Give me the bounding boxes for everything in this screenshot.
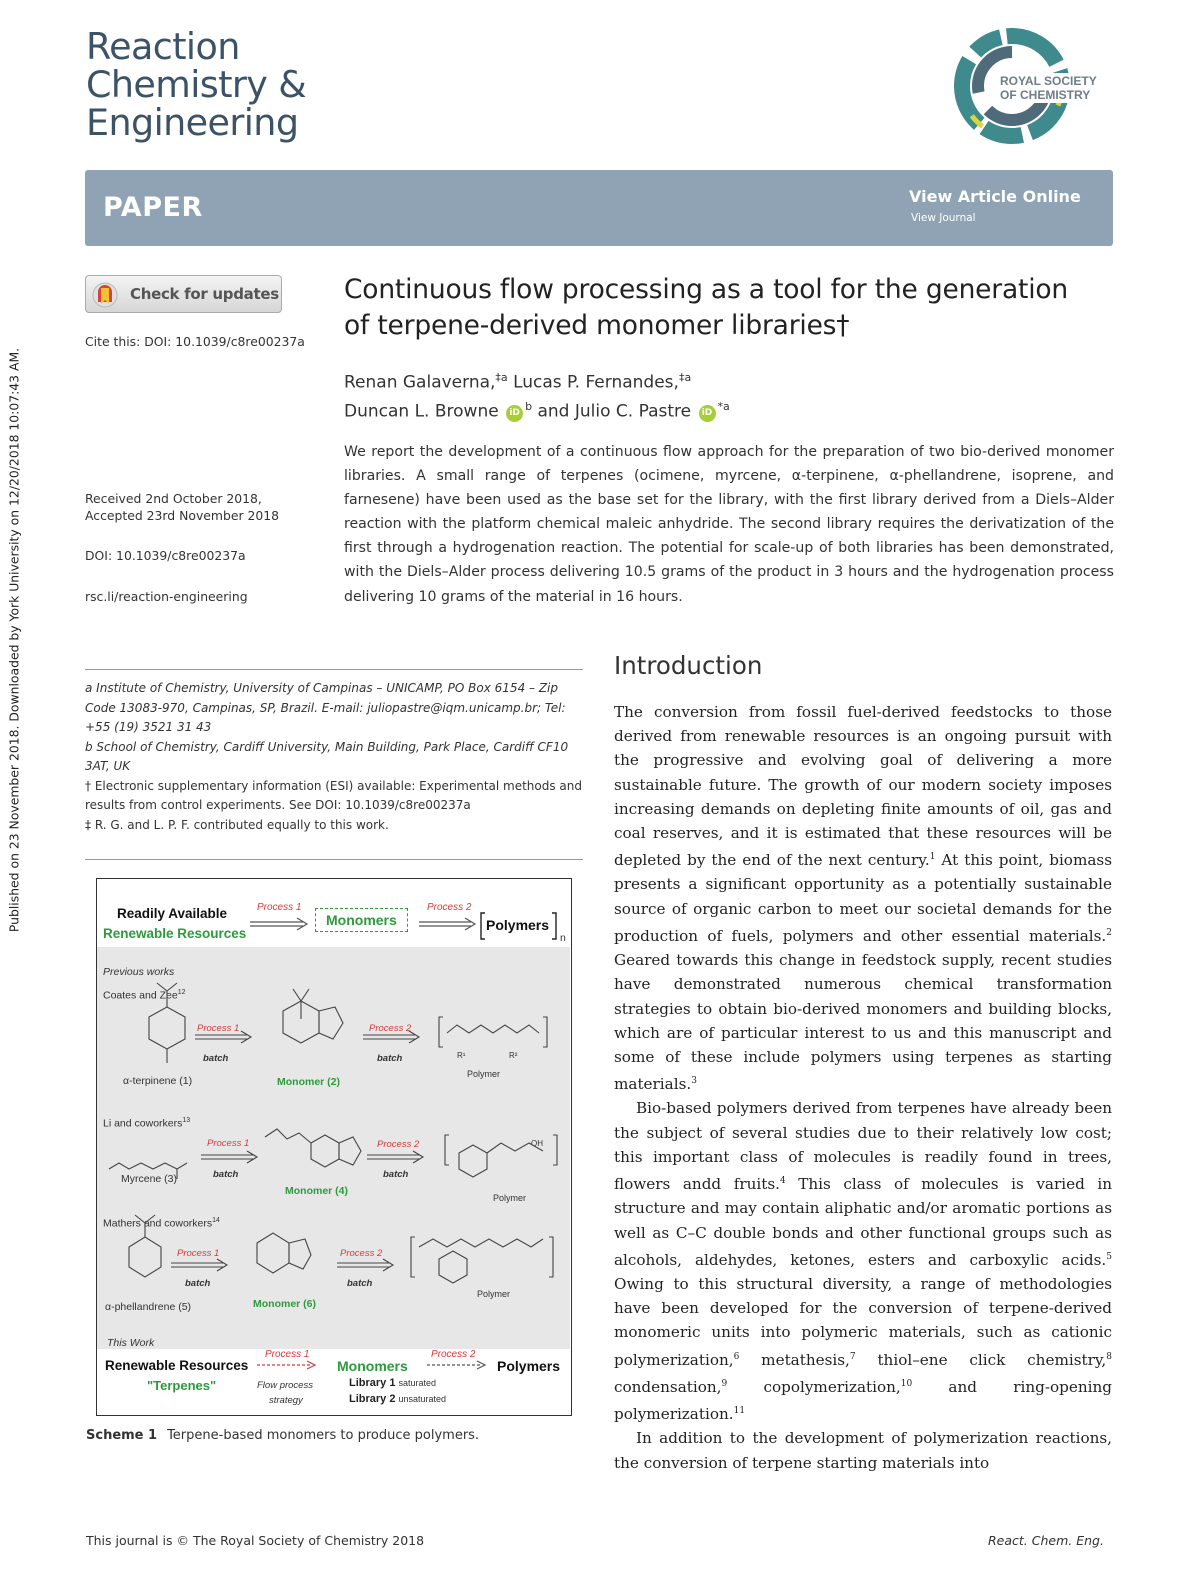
citation-ref[interactable]: 5	[1106, 1251, 1112, 1262]
scheme-process-label: Process 2	[369, 1023, 412, 1034]
library-name: Library 2	[349, 1393, 396, 1405]
ref-number: 13	[182, 1117, 191, 1124]
ref-number: 14	[212, 1217, 220, 1224]
article-type-label: PAPER	[103, 192, 203, 223]
scheme-compound-label: α-terpinene (1)	[123, 1075, 193, 1087]
body-text-run: Owing to this structural diversity, a range of methodologies have been developed for the conversion of terpene-derived monomeric units into polymeric materials, such as cationic polymerization,	[614, 1274, 1112, 1369]
accepted-date: Accepted 23rd November 2018	[85, 508, 280, 523]
scheme-polymer-label: Polymer	[493, 1193, 527, 1203]
journal-title-line: Chemistry &	[86, 63, 307, 106]
scheme-process-label: Process 2	[377, 1139, 420, 1150]
doi-label[interactable]: DOI: 10.1039/c8re00237a	[85, 548, 246, 563]
article-type-banner	[85, 170, 1113, 246]
author-affil: *a	[717, 399, 730, 413]
author-name[interactable]: Duncan L. Browne	[344, 401, 499, 422]
scheme-batch-label: batch	[203, 1053, 229, 1064]
scheme-polymers-label: Polymers	[486, 917, 550, 933]
ref-number: 12	[177, 989, 186, 996]
scheme-previous-works-label: Previous works	[103, 966, 175, 978]
author-name[interactable]: and Julio C. Pastre	[532, 401, 692, 422]
rsc-logo[interactable]	[940, 28, 1120, 144]
caption-text: Terpene-based monomers to produce polymers.	[167, 1428, 480, 1443]
monomer-label: Monomer (6)	[253, 1298, 316, 1310]
scheme-strategy-label: strategy	[269, 1395, 303, 1406]
affiliation-b: b School of Chemistry, Cardiff University, Main Building, Park Place, Cardiff CF10 3AT, UK	[85, 739, 569, 773]
view-journal-link[interactable]: View Journal	[911, 212, 976, 224]
citation-ref[interactable]: 6	[733, 1351, 740, 1362]
author-affil: ‡a	[495, 371, 508, 384]
scheme-this-work-label: This Work	[107, 1337, 155, 1349]
orcid-icon[interactable]: iD	[699, 405, 716, 422]
body-text-run: condensation,	[614, 1377, 722, 1396]
journal-url[interactable]: rsc.li/reaction-engineering	[85, 589, 248, 604]
scheme-1-figure	[96, 878, 572, 1416]
library-note: saturated	[398, 1378, 437, 1388]
scheme-this-work-arrows	[97, 1349, 570, 1414]
footer-journal-abbrev: React. Chem. Eng.	[988, 1533, 1104, 1548]
body-text-run: This class of molecules is varied in structure and may contain aliphatic and/or aromatic portions as well as C–C double bonds and other functional groups such as alcohols, aldehydes, ketones, esters and carboxylic acids.	[614, 1175, 1113, 1269]
body-text-run: The conversion from fossil fuel-derived feedstocks to those derived from renewable resources is an ongoing pursuit with the progressive and evolving goal of delivering a more sustainable future. The growth of our modern society imposes increasing demands on depleting finite amounts of oil, gas and coal reserves, and it is estimated that these resources will be depleted by the end of the next century.	[614, 703, 1112, 870]
citation-ref[interactable]: 9	[721, 1378, 728, 1389]
scheme-renewable-label: Renewable Resources	[103, 926, 247, 941]
citation-ref[interactable]: 1	[929, 852, 936, 863]
scheme-caption	[86, 1428, 479, 1443]
view-article-online-link[interactable]: View Article Online	[909, 187, 1081, 206]
scheme-renewable-label: Renewable Resources	[105, 1358, 249, 1373]
section-heading-introduction: Introduction	[614, 651, 763, 680]
crossmark-icon	[92, 282, 118, 308]
scheme-process-label: Process 1	[197, 1023, 240, 1034]
scheme-r-group: R¹	[457, 1051, 466, 1060]
download-note-text: Published on 23 November 2018. Downloaded by York University on 12/20/2018 10:07:43 AM.	[6, 347, 22, 933]
citation-ref[interactable]: 4	[779, 1176, 786, 1187]
journal-title-line: Reaction	[86, 25, 240, 68]
scheme-polymers-label: Polymers	[497, 1358, 561, 1374]
check-for-updates-label: Check for updates	[130, 285, 279, 303]
scheme-process-label: Process 2	[340, 1248, 383, 1259]
body-paragraph: In addition to the development of polymerization reactions, the conversion of terpene starting materials into	[614, 1429, 1112, 1472]
monomer-label: Monomer (4)	[285, 1185, 348, 1197]
caption-label: Scheme 1	[86, 1428, 158, 1443]
author-affil: ‡a	[678, 371, 692, 384]
abstract: We report the development of a continuous flow approach for the preparation of two bio-derived monomer libraries. A small range of terpenes (ocimene, myrcene, α-terpinene, α-phellandrene, isoprene, and farnesene) have been used as the base set for the library, with the first library derived from a Diels–Alder reaction with the platform chemical maleic anhydride. The second library requires the derivatization of the first through a hydrogenation reaction. The potential for scale-up of both libraries has been demonstrated, with the Diels–Alder process delivering 10.5 grams of the product in 3 hours and the hydrogenation process delivering 10 grams of the material in 16 hours.	[344, 444, 1114, 605]
citation-ref[interactable]: 11	[733, 1406, 746, 1417]
scheme-structures	[97, 947, 570, 1349]
library-name: Library 1	[349, 1377, 396, 1389]
ref-author: Coates and Zee	[103, 989, 178, 1002]
esi-note: † Electronic supplementary information (ESI) available: Experimental methods and results from control experiments. See DOI: 10.1039/c8re00237a	[85, 778, 583, 812]
scheme-repeat-n: n	[560, 932, 566, 944]
body-text-run: Bio-based polymers derived from terpenes have already been the subject of several studies due to their relatively low cost; this important class of molecules is readily found in trees, flowers andd fruits.	[614, 1099, 1112, 1194]
scheme-process-label: Process 1	[177, 1248, 220, 1259]
author-list	[344, 366, 1084, 423]
footer-copyright: This journal is © The Royal Society of Chemistry 2018	[86, 1533, 425, 1548]
ref-author: Mathers and coworkers	[103, 1217, 213, 1230]
scheme-oh-label: OH	[531, 1139, 543, 1148]
monomer-label: Monomer (2)	[277, 1076, 340, 1088]
scheme-batch-label: batch	[213, 1169, 239, 1180]
scheme-process-label: Process 1	[207, 1138, 250, 1149]
author-line-2	[344, 395, 1084, 424]
article-title: Continuous flow processing as a tool for the generation of terpene-derived monomer libraries†	[344, 274, 1068, 341]
body-text-run: copolymerization,	[727, 1377, 901, 1396]
body-text-run: At this point, biomass presents a significant opportunity as a potentially sustainable source of organic carbon to meet our societal demands for the production of fuels, polymers and other essential materials.	[614, 851, 1112, 945]
introduction-body	[614, 700, 1112, 1475]
scheme-batch-label: batch	[347, 1278, 373, 1289]
scheme-process-label: Process 2	[431, 1349, 476, 1360]
journal-title[interactable]	[86, 25, 307, 144]
scheme-polymer-label: Polymer	[477, 1289, 511, 1299]
author-line-1	[344, 366, 1084, 395]
logo-text-line2: OF CHEMISTRY	[1000, 88, 1091, 102]
scheme-polymer-label: Polymer	[467, 1069, 501, 1079]
scheme-monomers-box: Monomers	[315, 908, 408, 932]
scheme-r-group: R²	[509, 1051, 518, 1060]
citation-ref[interactable]: 3	[691, 1076, 697, 1087]
body-text-run: Geared towards this change in feedstock supply, recent studies have demonstrated numerous chemical transformation strategies to obtain bio-derived monomers and building blocks, which are of particular interest to us and this manuscript and some of these include polymers using terpenes as starting materials.	[614, 951, 1112, 1094]
citation-ref[interactable]: 10	[900, 1378, 913, 1389]
ref-author: Li and coworkers	[103, 1117, 183, 1130]
affiliation-a: a Institute of Chemistry, University of Campinas – UNICAMP, PO Box 6154 – Zip Code 13083-970, Campinas, SP, Brazil. E-mail: juliopastre@iqm.unicamp.br; Tel: +55 (19) 3521 31 43	[85, 681, 566, 734]
scheme-readily-label: Readily Available	[117, 906, 228, 921]
scheme-compound-label: Myrcene (3)	[121, 1173, 178, 1185]
citation-ref[interactable]: 8	[1106, 1351, 1112, 1362]
check-for-updates-button[interactable]	[85, 275, 282, 313]
scheme-monomers-label: Monomers	[337, 1358, 408, 1374]
logo-text-line1: ROYAL SOCIETY	[1000, 74, 1097, 88]
body-text-run: thiol–ene click chemistry,	[855, 1350, 1107, 1369]
scheme-terpenes-label: "Terpenes"	[147, 1378, 217, 1393]
body-text-run: and ring-opening polymerization.	[614, 1377, 1112, 1424]
author-name[interactable]: Lucas P. Fernandes,	[507, 372, 679, 393]
download-note	[2, 320, 26, 960]
equal-contribution-note: ‡ R. G. and L. P. F. contributed equally to this work.	[85, 817, 389, 832]
scheme-batch-label: batch	[383, 1169, 409, 1180]
divider	[85, 859, 583, 860]
journal-title-line: Engineering	[86, 101, 299, 144]
scheme-process-label: Process 1	[265, 1349, 310, 1360]
scheme-compound-label: α-phellandrene (5)	[105, 1301, 192, 1313]
scheme-header-arrows	[97, 879, 570, 947]
divider	[85, 669, 583, 670]
citation-ref[interactable]: 2	[1106, 927, 1112, 938]
orcid-icon[interactable]: iD	[506, 405, 523, 422]
citation-ref[interactable]: 7	[849, 1351, 856, 1362]
body-paragraph	[614, 700, 1112, 1096]
footnotes	[85, 679, 585, 835]
library-note: unsaturated	[398, 1394, 447, 1404]
scheme-flow-label: Flow process	[257, 1380, 313, 1391]
author-name[interactable]: Renan Galaverna,	[344, 372, 496, 393]
rsc-logo-graphic	[940, 28, 1120, 144]
scheme-process-label: Process 1	[257, 902, 302, 913]
body-paragraph	[614, 1096, 1112, 1426]
scheme-batch-label: batch	[185, 1278, 211, 1289]
author-affil: b	[525, 399, 533, 413]
cite-this: Cite this: DOI: 10.1039/c8re00237a	[85, 334, 305, 349]
scheme-batch-label: batch	[377, 1053, 403, 1064]
received-date: Received 2nd October 2018,	[85, 491, 262, 506]
body-text-run: metathesis,	[739, 1350, 850, 1369]
scheme-process-label: Process 2	[427, 902, 472, 913]
